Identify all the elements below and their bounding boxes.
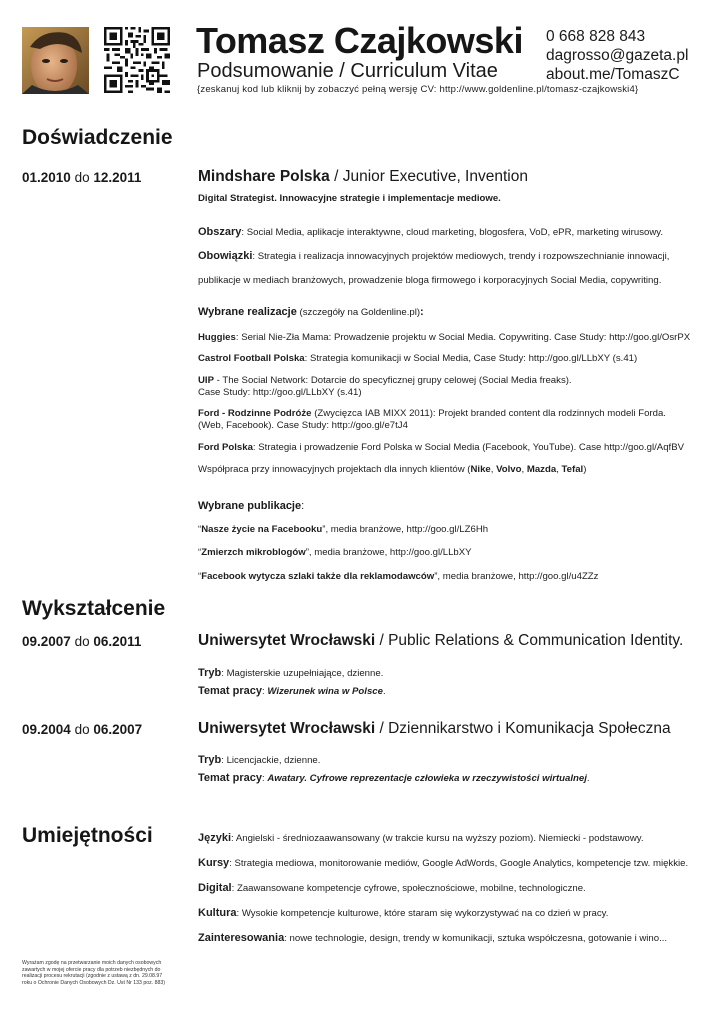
qr-code[interactable] (104, 27, 170, 93)
person-name: Tomasz Czajkowski (196, 20, 523, 61)
education-mode: Tryb: Magisterskie uzupełniające, dzienne. (198, 667, 384, 679)
section-heading-skills: Umiejętności (22, 824, 153, 847)
project-item: Castrol Football Polska: Strategia komunikacji w Social Media, Case Study: http://goo.gl/LLbXY (s.41) (198, 353, 638, 364)
data-consent-clause: Wyrażam zgodę na przetwarzanie moich danych osobowych zawartych w mojej ofercie pracy dla potrzeb niezbędnych do realizacji procesu rekrutacji (zgodnie z ustawą z dn. 29.08.97 roku o Ochronie Danych Osobowych Dz. Ust Nr 133 poz. 883) (22, 960, 166, 986)
document-subtitle: Podsumowanie / Curriculum Vitae (197, 60, 498, 82)
scan-note[interactable]: {zeskanuj kod lub kliknij by zobaczyć pełną wersję CV: http://www.goldenline.pl/tomasz-czajkowski4} (197, 84, 639, 95)
skill-item: Digital: Zaawansowane kompetencje cyfrowe, społecznościowe, mobilne, technologiczne. (198, 882, 586, 894)
skill-item: Języki: Angielski - średniozaawansowany (w trakcie kursu na wyższy poziom). Niemiecki - podstawowy. (198, 832, 644, 844)
profile-photo (22, 27, 89, 94)
project-item: Ford - Rodzinne Podróże (Zwycięzca IAB MIXX 2011): Projekt branded content dla rodzinnych modeli Forda. (Web, Facebook). Case Study: http://goo.gl/e7tJ4 (198, 408, 666, 431)
phone-number[interactable]: 0 668 828 843 (546, 28, 646, 45)
education-dates: 09.2007 do 06.2011 (22, 634, 142, 649)
skill-item: Kultura: Wysokie kompetencje kulturowe, które staram się wykorzystywać na co dzień w pracy. (198, 907, 609, 919)
project-item: UIP - The Social Network: Dotarcie do specyficznej grupy celowej (Social Media freaks). Case Study: http://goo.gl/LLbXY (s.41) (198, 375, 572, 398)
publications-heading: Wybrane publikacje: (198, 500, 305, 512)
cooperation-note: Współpraca przy innowacyjnych projektach dla innych klientów (Nike, Volvo, Mazda, Tefal) (198, 464, 587, 475)
experience-areas: Obszary: Social Media, aplikacje interaktywne, cloud marketing, blogosfera, VoD, ePR, marketing wirusowy. (198, 226, 664, 238)
education-title: Uniwersytet Wrocławski / Public Relations & Communication Identity. (198, 632, 684, 649)
experience-duties-cont: publikacje w mediach branżowych, prowadzenie bloga firmowego i korporacyjnych Social Media, copywriting. (198, 275, 662, 286)
publication-item: “Zmierzch mikroblogów”, media branżowe, http://goo.gl/LLbXY (198, 547, 472, 558)
experience-title: Mindshare Polska / Junior Executive, Invention (198, 168, 528, 185)
projects-heading: Wybrane realizacje (szczegóły na Goldenline.pl): (198, 306, 424, 318)
education-title: Uniwersytet Wrocławski / Dziennikarstwo i Komunikacja Społeczna (198, 720, 671, 737)
education-thesis: Temat pracy: Wizerunek wina w Polsce. (198, 685, 386, 697)
publication-item: “Nasze życie na Facebooku”, media branżowe, http://goo.gl/LZ6Hh (198, 524, 489, 535)
website-link[interactable]: about.me/TomaszC (546, 66, 680, 83)
education-mode: Tryb: Licencjackie, dzienne. (198, 754, 321, 766)
project-item: Ford Polska: Strategia i prowadzenie Ford Polska w Social Media (Facebook, YouTube). Case http://goo.gl/AqfBV (198, 442, 684, 453)
section-heading-experience: Doświadczenie (22, 126, 173, 149)
contact-block (546, 27, 688, 84)
experience-dates: 01.2010 do 12.2011 (22, 170, 142, 185)
skill-item: Zainteresowania: nowe technologie, design, trendy w komunikacji, sztuka współczesna, gotowanie i wino... (198, 932, 668, 944)
experience-tagline: Digital Strategist. Innowacyjne strategie i implementacje mediowe. (198, 193, 501, 204)
skill-item: Kursy: Strategia mediowa, monitorowanie mediów, Google AdWords, Google Analytics, kompetencje tzw. miękkie. (198, 857, 689, 869)
publication-item: “Facebook wytycza szlaki także dla reklamodawców”, media branżowe, http://goo.gl/u4ZZz (198, 571, 599, 582)
education-thesis: Temat pracy: Awatary. Cyfrowe reprezentacje człowieka w rzeczywistości wirtualnej. (198, 772, 590, 784)
education-dates: 09.2004 do 06.2007 (22, 722, 143, 737)
project-item: Huggies: Serial Nie-Zła Mama: Prowadzenie projektu w Social Media. Copywriting. Case Study: http://goo.gl/OsrPX (198, 332, 691, 343)
experience-duties: Obowiązki: Strategia i realizacja innowacyjnych projektów mediowych, trendy i rozpowszechnianie innowacji, (198, 250, 670, 262)
section-heading-education: Wykształcenie (22, 597, 166, 620)
email-address[interactable]: dagrosso@gazeta.pl (546, 47, 689, 64)
